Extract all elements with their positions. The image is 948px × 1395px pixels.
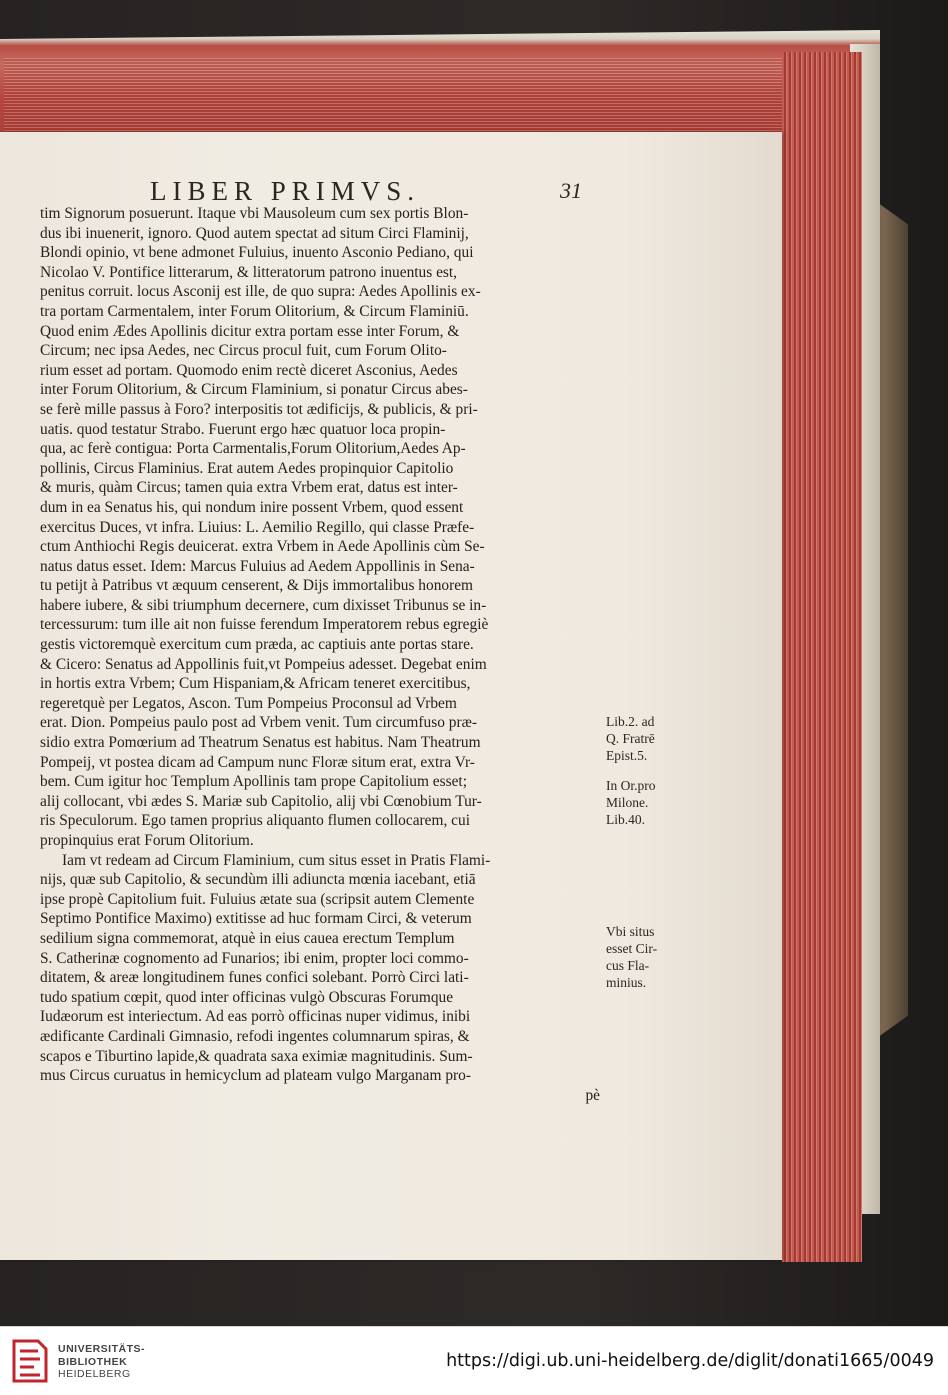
- margin-note: Q. Fratrē: [606, 731, 655, 746]
- text-line: S. Catherinæ cognomento ad Funarios; ibi enim, propter loci commo-: [40, 949, 469, 967]
- text-line: tudo spatium cœpit, quod inter officinas vulgò Obscuras Forumque: [40, 988, 454, 1006]
- text-line: se ferè mille passus à Foro? interpositis tot ædificijs, & publicis, & pri-: [40, 400, 478, 418]
- page-url-link[interactable]: https://digi.ub.uni-heidelberg.de/diglit/donati1665/0049: [446, 1351, 934, 1371]
- margin-note: minius.: [606, 975, 647, 990]
- margin-note: Epist.5.: [606, 748, 648, 763]
- text-line: tra portam Carmentalem, inter Forum Olitorium, & Circum Flaminiū.: [40, 302, 469, 320]
- page-number: 31: [560, 178, 582, 203]
- text-line: natus datus esset. Idem: Marcus Fuluius ad Aedem Appollinis in Sena-: [40, 557, 475, 575]
- margin-note: In Or.pro: [606, 778, 656, 793]
- text-line: exercitus Duces, vt infra. Liuius: L. Aemilio Regillo, qui classe Præfe-: [40, 518, 475, 536]
- text-line: Quod enim Ædes Apollinis dicitur extra portam esse inter Forum, &: [40, 322, 460, 340]
- text-line: alij collocant, vbi ædes S. Mariæ sub Capitolio, alij vbi Cœnobium Tur-: [40, 792, 482, 810]
- text-line: bem. Cum igitur hoc Templum Apollinis tam prope Capitolium esset;: [40, 773, 467, 791]
- university-library-logo-icon: [10, 1337, 50, 1385]
- page-edges-top: [4, 58, 844, 134]
- margin-note: Vbi situs: [606, 924, 655, 939]
- text-line: propinquius erat Forum Olitorium.: [40, 832, 254, 849]
- library-name-line1: UNIVERSITÄTS-: [58, 1343, 146, 1355]
- text-line: rium esset ad portam. Quomodo enim rectè diceret Asconius, Aedes: [40, 361, 458, 379]
- margin-note: cus Fla-: [606, 958, 650, 973]
- text-line: ris Speculorum. Ego tamen proprius aliquanto flumen collocarem, cui: [40, 812, 470, 830]
- text-line: Iudæorum est interiectum. Ad eas porrò officinas nuper vidimus, inibi: [40, 1008, 471, 1026]
- text-line: erat. Dion. Pompeius paulo post ad Vrbem venit. Tum circumfuso præ-: [40, 714, 477, 732]
- text-line: Circum; nec ipsa Aedes, nec Circus procul fuit, cum Forum Olito-: [40, 342, 447, 360]
- text-line: ctum Anthiochi Regis deuicerat. extra Vrbem in Aede Apollinis cùm Se-: [40, 538, 485, 556]
- text-line: regeretquè per Legatos, Ascon. Tum Pompeius Proconsul ad Vrbem: [40, 694, 457, 712]
- text-line: tercessurum: tum ille ait non fuisse ferendum Imperatorem rebus egregiè: [40, 616, 489, 634]
- text-line: tu petijt à Patribus vt æquum censerent, & Dijs immortalibus honorem: [40, 577, 474, 595]
- text-line: mus Circus curuatus in hemicyclum ad plateam vulgo Marganam pro-: [40, 1067, 471, 1085]
- margin-note: esset Cir-: [606, 941, 658, 956]
- text-line: qua, ac ferè contigua: Porta Carmentalis,Forum Olitorium,Aedes Ap-: [40, 440, 466, 458]
- text-line: uatis. quod testatur Strabo. Fuerunt ergo hæc quatuor loca propin-: [40, 420, 446, 438]
- text-line: nijs, quæ sub Capitolio, & secundùm illi adiuncta mœnia iacebant, etiā: [40, 871, 476, 889]
- text-line: dus ibi inuenerit, ignoro. Quod autem spectat ad situm Circi Flaminij,: [40, 224, 469, 242]
- text-line: sidio extra Pomœrium ad Theatrum Senatus est habitus. Nam Theatrum: [40, 734, 481, 752]
- text-line: dum in ea Senatus his, qui nondum inire possent Vrbem, quod essent: [40, 498, 464, 516]
- text-line: & muris, quàm Circus; tamen quia extra Vrbem erat, datus est inter-: [40, 479, 458, 497]
- text-line: ædificante Cardinali Gimnasio, refodi ingentes columnarum spiras, &: [40, 1027, 470, 1045]
- text-line: habere iubere, & sibi triumphum decernere, cum dixisset Tribunus se in-: [40, 596, 487, 614]
- text-line: Blondi opinio, vt bene admonet Fuluius, inuento Asconio Pediano, qui: [40, 244, 474, 262]
- text-line: & Cicero: Senatus ad Appollinis fuit,vt Pompeius adesset. Degebat enim: [40, 655, 487, 673]
- text-line: inter Forum Olitorium, & Circum Flaminium, si ponatur Circus abes-: [40, 381, 468, 399]
- text-line: pè: [585, 1086, 600, 1104]
- library-name-line3: HEIDELBERG: [58, 1368, 131, 1380]
- text-line: sedilium signa commemorat, atquè in eius cauea erectum Templum: [40, 929, 455, 947]
- margin-note: Lib.40.: [606, 812, 645, 827]
- text-line: Pompeij, vt postea dicam ad Campum nunc Floræ situm erat, extra Vr-: [40, 753, 475, 771]
- text-line: ipse propè Capitolium fuit. Fuluius ætate sua (scripsit autem Clemente: [40, 890, 475, 908]
- text-line: Nicolao V. Pontifice litterarum, & litteratorum patrono inuentus est,: [40, 263, 458, 281]
- running-head: LIBER PRIMVS.: [150, 176, 421, 206]
- text-line: ditatem, & areæ longitudinem funes confici solebant. Porrò Circi lati-: [40, 969, 469, 987]
- margin-note: Milone.: [606, 795, 649, 810]
- text-line: penitus corruit. locus Asconij est ille, de quo supra: Aedes Apollinis ex-: [40, 283, 481, 301]
- text-line: scapos e Tiburtino lapide,& quadrata saxa eximiæ magnitudinis. Sum-: [40, 1047, 473, 1065]
- text-line: gestis victoremquè exercitum cum præda, ac captiuis ante portas stare.: [40, 636, 474, 654]
- library-name: [58, 1343, 145, 1381]
- margin-note: Lib.2. ad: [606, 714, 655, 729]
- library-name-line2: BIBLIOTHEK: [58, 1355, 128, 1368]
- page-fore-edge: [782, 52, 862, 1262]
- book-page: [0, 132, 782, 1260]
- text-line: pollinis, Circus Flaminius. Erat autem Aedes propinquior Capitolio: [40, 459, 454, 477]
- viewer-footer: [0, 1326, 948, 1395]
- body-text: [40, 204, 600, 1105]
- text-line: tim Signorum posuerunt. Itaque vbi Mausoleum cum sex portis Blon-: [40, 205, 469, 222]
- text-line: in hortis extra Vrbem; Cum Hispaniam,& Africam teneret exercitibus,: [40, 675, 471, 693]
- text-line: Septimo Pontifice Maximo) extitisse ad huc formam Circi, & veterum: [40, 910, 472, 928]
- text-line: Iam vt redeam ad Circum Flaminium, cum situs esset in Pratis Flami-: [62, 851, 491, 869]
